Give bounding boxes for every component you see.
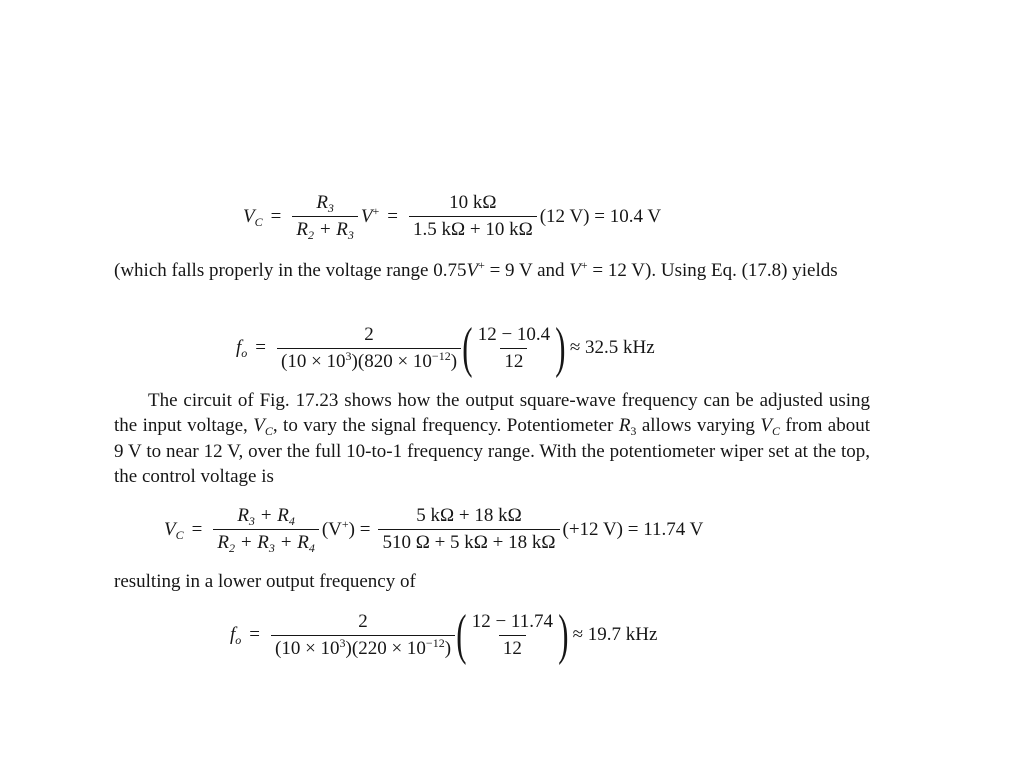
vplus-symbol: V+ (360, 203, 380, 227)
fraction-denominator: 12 (499, 635, 526, 660)
paragraph-lower-frequency: resulting in a lower output frequency of (114, 571, 416, 592)
vplus-term: (V+) = (321, 516, 371, 540)
fraction-denominator: $(10 \times 10^3)(220 \times 10^{-12})$ (271, 635, 455, 660)
paragraph-circuit-description: The circuit of Fig. 17.23 shows how the output square-wave frequency can be adjusted using the input voltage, $V_C$, to vary the signal frequency. Potentiometer $R_3$ allows varying $V_C$ from about 9 V to near 12 V, over the full 10-to-1 frequency range. With the potentiometer wiper set at the top, the control voltage is (114, 390, 870, 487)
fraction-numerator: $R_3 + R_4$ (237, 505, 295, 528)
fraction-denominator: 1.5 kΩ + 10 kΩ (409, 216, 537, 241)
fo-symbol: $f_o$ (236, 337, 248, 360)
equals-sign: = (270, 205, 282, 227)
fraction-denominator: $R_2 + R_3$ (292, 216, 358, 241)
fraction-denominator: $(10 \times 10^3)(820 \times 10^{-12})$ (277, 348, 461, 373)
equation-result: (+12 V) = 11.74 V (562, 518, 704, 540)
fraction-numerator: 10 kΩ (449, 192, 497, 213)
fraction-denominator: 510 Ω + 5 kΩ + 18 kΩ (378, 529, 559, 554)
fraction-numerator: 12 − 11.74 (471, 610, 553, 632)
vc-symbol: $V_C$ (243, 205, 263, 229)
equation-result: ≈ 32.5 kHz (569, 337, 655, 358)
equals-sign: = (191, 518, 203, 540)
frequency-fraction (271, 611, 455, 660)
fraction-numerator: 2 (364, 323, 374, 345)
equation-fo-1 (236, 317, 655, 379)
numeric-fraction (378, 505, 559, 554)
voltage-ratio-fraction (468, 611, 557, 660)
left-paren: ( (462, 317, 473, 379)
equals-sign: = (249, 624, 260, 645)
fo-symbol: $f_o$ (230, 624, 242, 647)
equation-vc-2 (164, 505, 703, 554)
fraction-numerator: 5 kΩ + 18 kΩ (416, 505, 522, 526)
equation-result: (12 V) = 10.4 V (539, 205, 662, 227)
right-paren: ) (555, 317, 566, 379)
fraction-numerator: 12 − 10.4 (477, 323, 551, 345)
vc-symbol: $V_C$ (164, 518, 184, 542)
frequency-fraction (277, 324, 461, 373)
fraction-numerator: $R_3$ (316, 192, 334, 215)
resistor-ratio-fraction (292, 192, 358, 241)
left-paren: ( (456, 604, 467, 666)
numeric-fraction (409, 192, 537, 241)
paragraph-voltage-range: (which falls properly in the voltage range 0.75V+ = 9 V and V+ = 12 V). Using Eq. (17.8) yields (114, 258, 838, 281)
resistor-ratio-fraction (213, 505, 318, 554)
voltage-ratio-fraction (474, 324, 554, 373)
equals-sign: = (255, 337, 266, 358)
fraction-denominator: 12 (500, 348, 527, 373)
right-paren: ) (558, 604, 569, 666)
fraction-numerator: 2 (358, 610, 368, 632)
fraction-denominator: $R_2 + R_3 + R_4$ (213, 529, 318, 554)
equals-sign: = (387, 205, 398, 227)
equation-vc-1 (243, 192, 661, 241)
equation-fo-2 (230, 604, 658, 666)
equation-result: ≈ 19.7 kHz (572, 624, 658, 645)
